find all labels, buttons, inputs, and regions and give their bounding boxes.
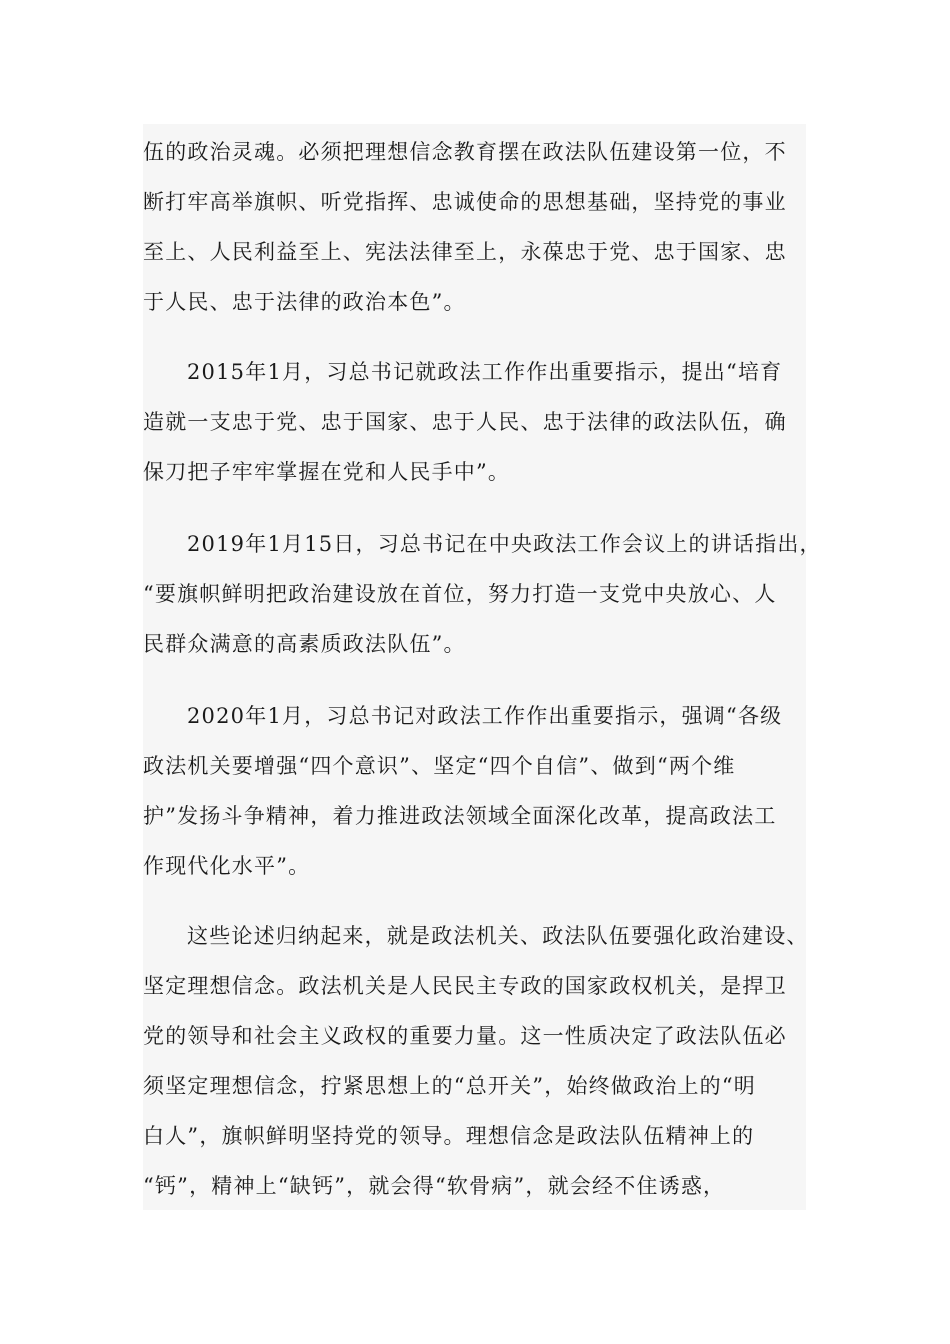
text-line: 2015年1月，习总书记就政法工作作出重要指示，提出“培育 <box>187 360 783 384</box>
text-line: 至上、人民利益至上、宪法法律至上，永葆忠于党、忠于国家、忠 <box>143 240 787 264</box>
text-line: 2020年1月，习总书记对政法工作作出重要指示，强调“各级 <box>187 704 783 728</box>
text-line: 2019年1月15日，习总书记在中央政法工作会议上的讲话指出， <box>187 532 822 556</box>
text-line: 造就一支忠于党、忠于国家、忠于人民、忠于法律的政法队伍，确 <box>143 410 787 434</box>
text-line: 断打牢高举旗帜、听党指挥、忠诚使命的思想基础，坚持党的事业 <box>143 190 787 214</box>
text-line: 坚定理想信念。政法机关是人民民主专政的国家政权机关，是捍卫 <box>143 974 787 998</box>
text-line: 这些论述归纳起来，就是政法机关、政法队伍要强化政治建设、 <box>187 924 809 948</box>
paragraph-4 <box>143 691 833 891</box>
text-line: 保刀把子牢牢掌握在党和人民手中”。 <box>143 460 511 484</box>
text-line: 伍的政治灵魂。必须把理想信念教育摆在政法队伍建设第一位，不 <box>143 140 787 164</box>
text-line: “钙”，精神上“缺钙”，就会得“软骨病”，就会经不住诱惑， <box>143 1174 726 1198</box>
text-line: 民群众满意的高素质政法队伍”。 <box>143 632 466 656</box>
paragraph-2 <box>143 347 833 497</box>
paragraph-1 <box>143 127 833 327</box>
text-line: 于人民、忠于法律的政治本色”。 <box>143 290 466 314</box>
text-line: 须坚定理想信念，拧紧思想上的“总开关”，始终做政治上的“明 <box>143 1074 757 1098</box>
paragraph-5 <box>143 911 833 1211</box>
text-line: 党的领导和社会主义政权的重要力量。这一性质决定了政法队伍必 <box>143 1024 787 1048</box>
text-line: “要旗帜鲜明把政治建设放在首位，努力打造一支党中央放心、人 <box>143 582 777 606</box>
text-line: 作现代化水平”。 <box>143 854 311 878</box>
text-line: 白人”，旗帜鲜明坚持党的领导。理想信念是政法队伍精神上的 <box>143 1124 755 1148</box>
text-line: 护”发扬斗争精神，着力推进政法领域全面深化改革，提高政法工 <box>143 804 777 828</box>
paragraph-3 <box>143 519 833 669</box>
text-line: 政法机关要增强“四个意识”、坚定“四个自信”、做到“两个维 <box>143 754 736 778</box>
document-text-block <box>143 124 822 1210</box>
